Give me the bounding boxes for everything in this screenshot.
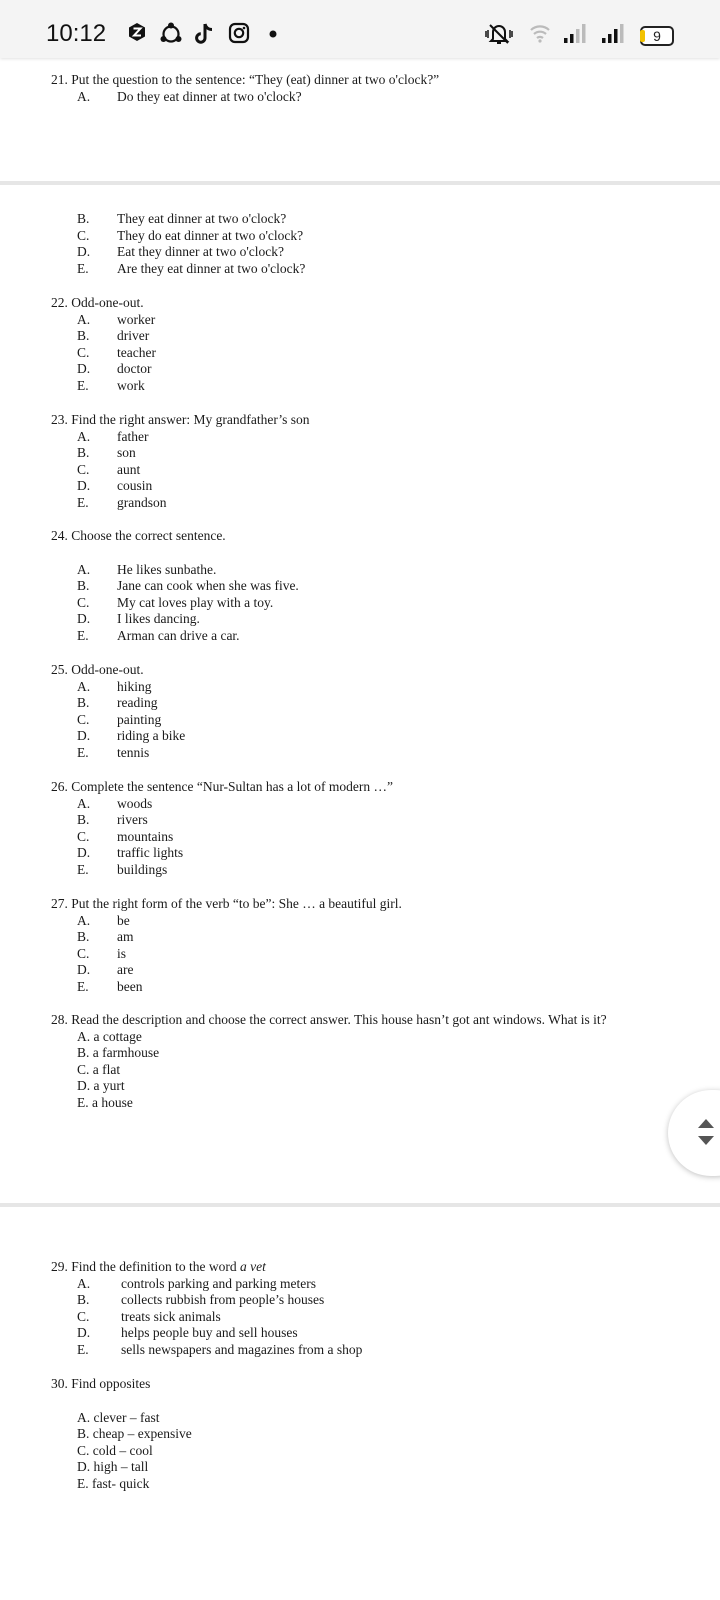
option-letter: E. (77, 494, 89, 510)
question-text (51, 1259, 711, 1276)
option-letter: A. (77, 1275, 91, 1291)
question-21 (51, 72, 711, 105)
option-text: treats sick animals (121, 1308, 221, 1324)
battery-level: 9 (653, 28, 661, 44)
question-text: 30. Find opposites (51, 1376, 151, 1391)
page-break (0, 181, 720, 185)
question-27 (51, 896, 711, 996)
question-28 (51, 1012, 711, 1112)
option-letter: D. (77, 361, 91, 377)
option-letter: A. (77, 912, 91, 928)
option-text: woods (117, 795, 153, 811)
option-text: helps people buy and sell houses (121, 1325, 298, 1341)
tiktok-icon (194, 22, 216, 46)
option-letter: E. (77, 1341, 89, 1357)
option-text: C. a flat (77, 1061, 121, 1077)
option-text: He likes sunbathe. (117, 561, 217, 577)
option-text: collects rubbish from people’s houses (121, 1292, 325, 1308)
question-text: 27. Put the right form of the verb “to be”: She … a beautiful girl. (51, 896, 402, 911)
option-letter: D. (77, 845, 91, 861)
question-text: 28. Read the description and choose the correct answer. This house hasn’t got ant windows. What is it? (51, 1012, 607, 1027)
option-text: rivers (117, 812, 148, 828)
question-30 (51, 1376, 711, 1493)
option-letter: B. (77, 1292, 90, 1308)
battery-icon (640, 26, 674, 46)
option-text: controls parking and parking meters (121, 1275, 316, 1291)
arrow-down-icon[interactable] (698, 1136, 714, 1145)
option-text: cousin (117, 478, 153, 494)
option-text: B. a farmhouse (77, 1045, 160, 1061)
option-letter: B. (77, 445, 90, 461)
question-text: 25. Odd-one-out. (51, 662, 144, 677)
app-z-icon (127, 22, 147, 42)
option-text: been (117, 978, 143, 994)
question-text: 23. Find the right answer: My grandfather’s son (51, 412, 310, 427)
option-letter: D. (77, 728, 91, 744)
option-letter: A. (77, 311, 91, 327)
question-text: 21. Put the question to the sentence: “They (eat) dinner at two o'clock?” (51, 72, 440, 87)
option-text: D. a yurt (77, 1078, 125, 1094)
question-text: 24. Choose the correct sentence. (51, 528, 226, 543)
option-text: is (117, 945, 127, 961)
mute-icon (484, 22, 514, 46)
option-letter: C. (77, 227, 90, 243)
option-letter: E. (77, 627, 89, 643)
option-letter: E. (77, 744, 89, 760)
option-letter: D. (77, 611, 91, 627)
option-text: C. cold – cool (77, 1442, 153, 1458)
option-letter: B. (77, 929, 90, 945)
option-letter: D. (77, 478, 91, 494)
question-26 (51, 779, 711, 879)
option-letter: A. (77, 678, 91, 694)
option-letter: C. (77, 711, 90, 727)
option-letter: C. (77, 828, 90, 844)
option-text: E. fast- quick (77, 1475, 150, 1491)
option-text: doctor (117, 361, 152, 377)
option-text: buildings (117, 861, 168, 877)
option-letter: B. (77, 812, 90, 828)
option-text: be (117, 912, 130, 928)
option-text: teacher (117, 344, 156, 360)
option-text: I likes dancing. (117, 611, 200, 627)
option-letter: C. (77, 945, 90, 961)
option-text: are (117, 962, 134, 978)
option-letter: D. (77, 1325, 91, 1341)
option-letter: D. (77, 244, 91, 260)
question-25 (51, 662, 711, 762)
option-text: son (117, 445, 136, 461)
option-text: mountains (117, 828, 174, 844)
question-24 (51, 528, 711, 645)
clock: 10:12 (46, 20, 107, 47)
option-text: Do they eat dinner at two o'clock? (117, 88, 302, 104)
option-letter: A. (77, 428, 91, 444)
option-text: B. cheap – expensive (77, 1426, 192, 1442)
option-text: Are they eat dinner at two o'clock? (117, 260, 306, 276)
option-letter: D. (77, 962, 91, 978)
option-letter: B. (77, 211, 90, 226)
question-22 (51, 295, 711, 395)
option-letter: B. (77, 695, 90, 711)
option-letter: C. (77, 594, 90, 610)
option-text: Arman can drive a car. (117, 627, 240, 643)
option-text: Eat they dinner at two o'clock? (117, 244, 284, 260)
option-text: reading (117, 695, 158, 711)
sync-icon (159, 22, 183, 46)
option-letter: A. (77, 795, 91, 811)
option-text: painting (117, 711, 162, 727)
option-text: They eat dinner at two o'clock? (117, 211, 287, 226)
question-term: a vet (239, 1259, 266, 1274)
question-text: 26. Complete the sentence “Nur-Sultan has a lot of modern …” (51, 779, 394, 794)
option-text: work (117, 377, 145, 393)
option-text: My cat loves play with a toy. (117, 594, 274, 610)
option-text: hiking (117, 678, 152, 694)
option-letter: C. (77, 344, 90, 360)
option-text: am (117, 929, 134, 945)
option-letter: A. (77, 88, 91, 104)
status-bar (0, 0, 720, 58)
question-29 (51, 1259, 711, 1359)
dot-icon (269, 30, 277, 38)
option-text: riding a bike (117, 728, 186, 744)
option-letter: E. (77, 377, 89, 393)
option-text: driver (117, 328, 150, 344)
option-text: Jane can cook when she was five. (117, 578, 299, 594)
page-break (0, 1203, 720, 1207)
option-letter: A. (77, 561, 91, 577)
option-letter: E. (77, 978, 89, 994)
option-text: father (117, 428, 149, 444)
option-letter: C. (77, 1308, 90, 1324)
signal-2-icon (601, 22, 625, 44)
option-letter: B. (77, 578, 90, 594)
wifi-icon (529, 22, 551, 44)
question-text: 22. Odd-one-out. (51, 295, 144, 310)
question-21-continued (51, 211, 711, 277)
option-letter: E. (77, 861, 89, 877)
option-text: They do eat dinner at two o'clock? (117, 227, 304, 243)
option-text: D. high – tall (77, 1459, 149, 1475)
question-23 (51, 412, 711, 512)
option-text: A. a cottage (77, 1028, 142, 1044)
option-text: tennis (117, 744, 150, 760)
signal-icon (563, 22, 587, 44)
option-text: sells newspapers and magazines from a shop (121, 1341, 363, 1357)
option-text: worker (117, 311, 156, 327)
option-text: aunt (117, 461, 141, 477)
option-letter: E. (77, 260, 89, 276)
instagram-icon (228, 22, 250, 44)
option-text: E. a house (77, 1094, 133, 1110)
option-letter: C. (77, 461, 90, 477)
option-text: A. clever – fast (77, 1409, 160, 1425)
arrow-up-icon[interactable] (698, 1119, 714, 1128)
option-text: traffic lights (117, 845, 184, 861)
option-text: grandson (117, 494, 167, 510)
option-letter: B. (77, 328, 90, 344)
option (51, 89, 711, 106)
question-text-prefix: 29. Find the definition to the word (51, 1259, 240, 1274)
